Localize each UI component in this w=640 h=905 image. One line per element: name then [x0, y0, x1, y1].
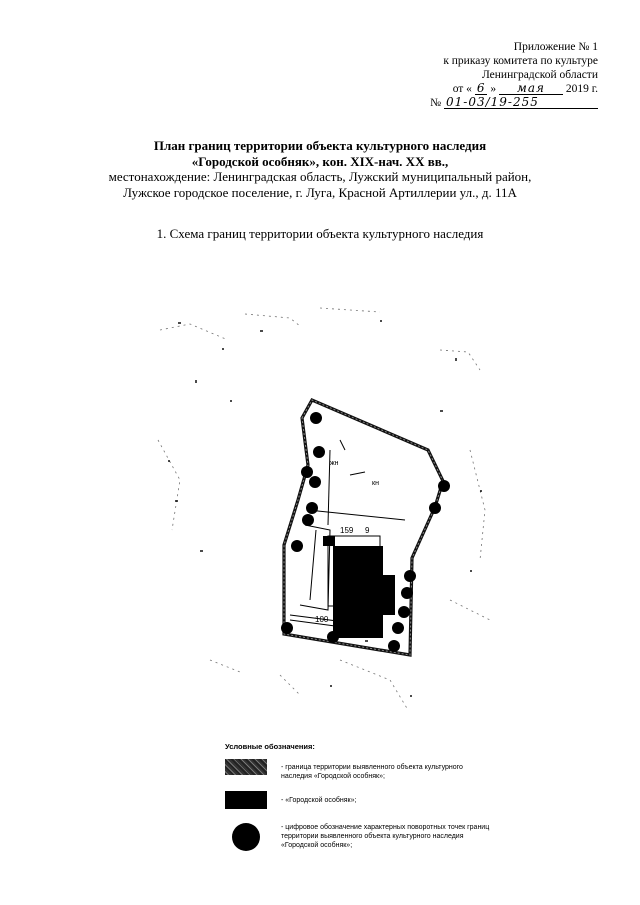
map-label-kn: кн	[372, 480, 379, 487]
title-line2: «Городской особняк», кон. XIX-нач. XX вв.,	[191, 153, 449, 169]
legend-item-building	[225, 791, 525, 809]
legend-text: - цифровое обозначение характерных поворотных точек границ территории выявленного объекта культурного наследия «Городской особняк»;	[281, 824, 490, 849]
turning-point	[291, 540, 303, 552]
date-year: 2019 г.	[565, 83, 598, 95]
turning-point	[388, 640, 400, 652]
black-dot-swatch-icon	[225, 823, 267, 839]
object-building	[323, 536, 395, 638]
legend-title: Условные обозначения:	[225, 742, 315, 751]
document-title	[0, 138, 640, 200]
turning-point	[398, 606, 410, 618]
appendix-line3: Ленинградской области	[481, 69, 598, 81]
turning-point	[301, 466, 313, 478]
hatched-boundary-swatch-icon	[225, 759, 267, 775]
turning-point	[306, 502, 318, 514]
map-label-100: 100	[315, 615, 329, 624]
appendix-line1: Приложение № 1	[513, 41, 598, 53]
date-prefix: от «	[452, 83, 472, 95]
turning-point	[302, 514, 314, 526]
turning-point	[309, 476, 321, 488]
legend-text: - «Городской особняк»;	[281, 797, 357, 804]
title-line4: Лужское городское поселение, г. Луга, Красной Артиллерии ул., д. 11А	[123, 184, 517, 200]
turning-point	[327, 631, 339, 643]
map-label-zhn: жн	[330, 460, 339, 467]
turning-point	[429, 502, 441, 514]
map-label-159: 159	[340, 526, 354, 535]
title-line3: местонахождение: Ленинградская область, Лужский муниципальный район,	[108, 169, 532, 184]
appendix-line2: к приказу комитета по культуре	[443, 55, 598, 67]
turning-point	[392, 622, 404, 634]
title-line1: План границ территории объекта культурного наследия	[153, 138, 487, 153]
appendix-date	[430, 82, 598, 96]
section-title: 1. Схема границ территории объекта культурного наследия	[156, 226, 484, 241]
turning-point	[438, 480, 450, 492]
number-prefix: №	[430, 97, 442, 109]
date-mid: »	[490, 83, 497, 95]
turning-point	[313, 446, 325, 458]
turning-point	[401, 587, 413, 599]
date-month: мая	[499, 82, 563, 95]
turning-point	[310, 412, 322, 424]
legend-text: - граница территории выявленного объекта культурного наследия «Городской особняк»;	[281, 764, 463, 780]
number-value: 01-03/19-255	[444, 96, 598, 109]
legend-item-points	[225, 823, 525, 850]
map-label-9: 9	[365, 526, 370, 535]
territory-map	[150, 300, 510, 720]
black-fill-swatch-icon	[225, 791, 267, 809]
turning-point	[404, 570, 416, 582]
appendix-number	[430, 96, 598, 110]
date-day: 6	[476, 81, 486, 95]
legend	[225, 742, 525, 860]
turning-point	[281, 622, 293, 634]
legend-item-boundary	[225, 759, 525, 781]
appendix-block	[430, 40, 598, 110]
